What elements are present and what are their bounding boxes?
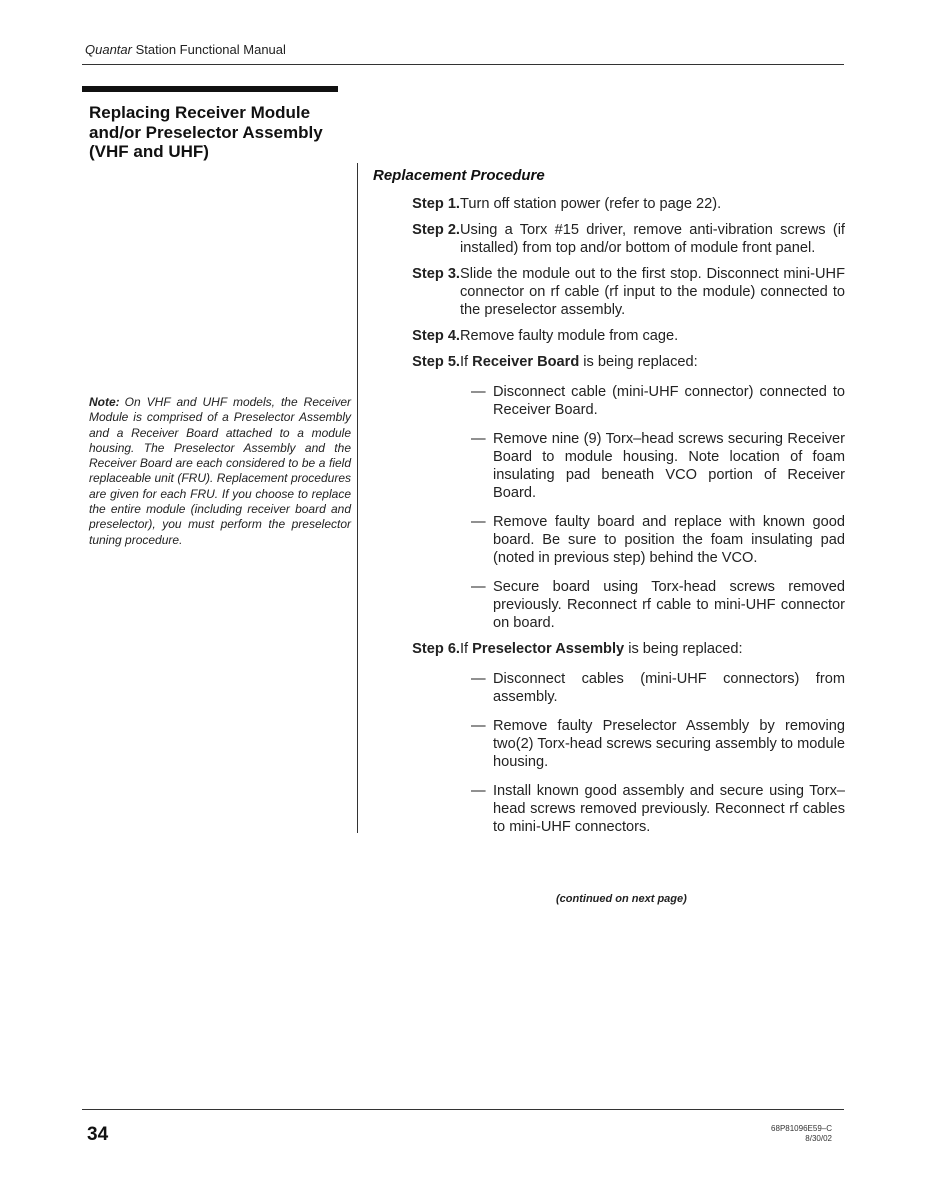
sub-item-text: Install known good assembly and secure using Torx–head screws removed previously. Reconnect rf cables to mini-UHF connectors.: [493, 783, 845, 835]
sub-item-text: Remove faulty board and replace with known good board. Be sure to position the foam insulating pad (noted in previous step) behind the VCO.: [493, 514, 845, 566]
section-title-line: (VHF and UHF): [89, 142, 209, 161]
step: [373, 195, 845, 213]
step-text: If Preselector Assembly is being replaced:: [460, 641, 743, 657]
step-emphasis: Preselector Assembly: [472, 641, 625, 657]
dash-bullet: —: [471, 384, 486, 400]
step-emphasis: Receiver Board: [472, 354, 580, 370]
step: [373, 327, 845, 345]
doc-number: 68P81096E59–C: [771, 1124, 832, 1133]
step: [373, 640, 845, 658]
step-text: Turn off station power (refer to page 22).: [460, 196, 722, 212]
section-title-line: Replacing Receiver Module: [89, 103, 311, 122]
sub-item-text: Remove nine (9) Torx–head screws securing Receiver Board to module housing. Note location of foam insulating pad beneath VCO portion of Receiver Board.: [493, 431, 845, 501]
sub-item: [471, 670, 845, 706]
section-bar: [82, 86, 338, 92]
sub-list: [373, 383, 845, 632]
step-label: Step 3.: [412, 266, 460, 282]
step-text: If Receiver Board is being replaced:: [460, 354, 698, 370]
continued-note: (continued on next page): [556, 893, 687, 905]
dash-bullet: —: [471, 514, 486, 530]
step-text: Slide the module out to the first stop. Disconnect mini-UHF connector on rf cable (rf input to the module) connected to the preselector assembly.: [460, 266, 845, 318]
sub-item: [471, 717, 845, 771]
sub-item-text: Secure board using Torx-head screws removed previously. Reconnect rf cable to mini-UHF connector on board.: [493, 579, 845, 631]
step-label: Step 5.: [412, 354, 460, 370]
header-brand: Quantar: [85, 42, 132, 57]
sub-item: [471, 513, 845, 567]
section-title-line: and/or Preselector Assembly: [89, 122, 323, 142]
dash-bullet: —: [471, 783, 486, 799]
doc-date: 8/30/02: [805, 1134, 832, 1143]
sub-item: [471, 383, 845, 419]
page-number: 34: [87, 1124, 109, 1145]
section-title: [89, 103, 339, 162]
sub-item: [471, 578, 845, 632]
procedure-body: [373, 195, 845, 847]
step-label: Step 1.: [412, 196, 460, 212]
dash-bullet: —: [471, 718, 486, 734]
step-text: Remove faulty module from cage.: [460, 328, 679, 344]
step-text: Using a Torx #15 driver, remove anti-vibration screws (if installed) from top and/or bottom of module front panel.: [460, 222, 845, 256]
footer-divider: [82, 1109, 844, 1110]
step-label: Step 4.: [412, 328, 460, 344]
note-text: On VHF and UHF models, the Receiver Module is comprised of a Preselector Assembly and a Receiver Board attached to a module housing. The Preselector Assembly and the Receiver Board are each considered to be a field replaceable unit (FRU). Replacement procedures are given for each FRU. If you choose to replace the entire module (including receiver board and preselector), you must perform the preselector tuning procedure.: [89, 395, 351, 547]
document-id: [700, 1124, 832, 1144]
note-label: Note:: [89, 395, 120, 409]
step-label: Step 2.: [412, 222, 460, 238]
step: [373, 353, 845, 371]
dash-bullet: —: [471, 671, 486, 687]
dash-bullet: —: [471, 579, 486, 595]
header-title: Station Functional Manual: [131, 42, 286, 57]
sub-item-text: Remove faulty Preselector Assembly by removing two(2) Torx-head screws securing assembly to module housing.: [493, 718, 845, 770]
sub-list: [373, 670, 845, 836]
step-label: Step 6.: [412, 641, 460, 657]
sub-item: [471, 782, 845, 836]
dash-bullet: —: [471, 431, 486, 447]
page-header: [85, 42, 286, 57]
step: [373, 265, 845, 319]
header-divider: [82, 64, 844, 65]
procedure-title: Replacement Procedure: [373, 167, 545, 184]
sub-item-text: Disconnect cables (mini-UHF connectors) from assembly.: [493, 671, 845, 705]
side-note: [89, 395, 351, 548]
sub-item: [471, 430, 845, 502]
step: [373, 221, 845, 257]
sub-item-text: Disconnect cable (mini-UHF connector) connected to Receiver Board.: [493, 384, 845, 418]
column-divider: [357, 163, 358, 833]
